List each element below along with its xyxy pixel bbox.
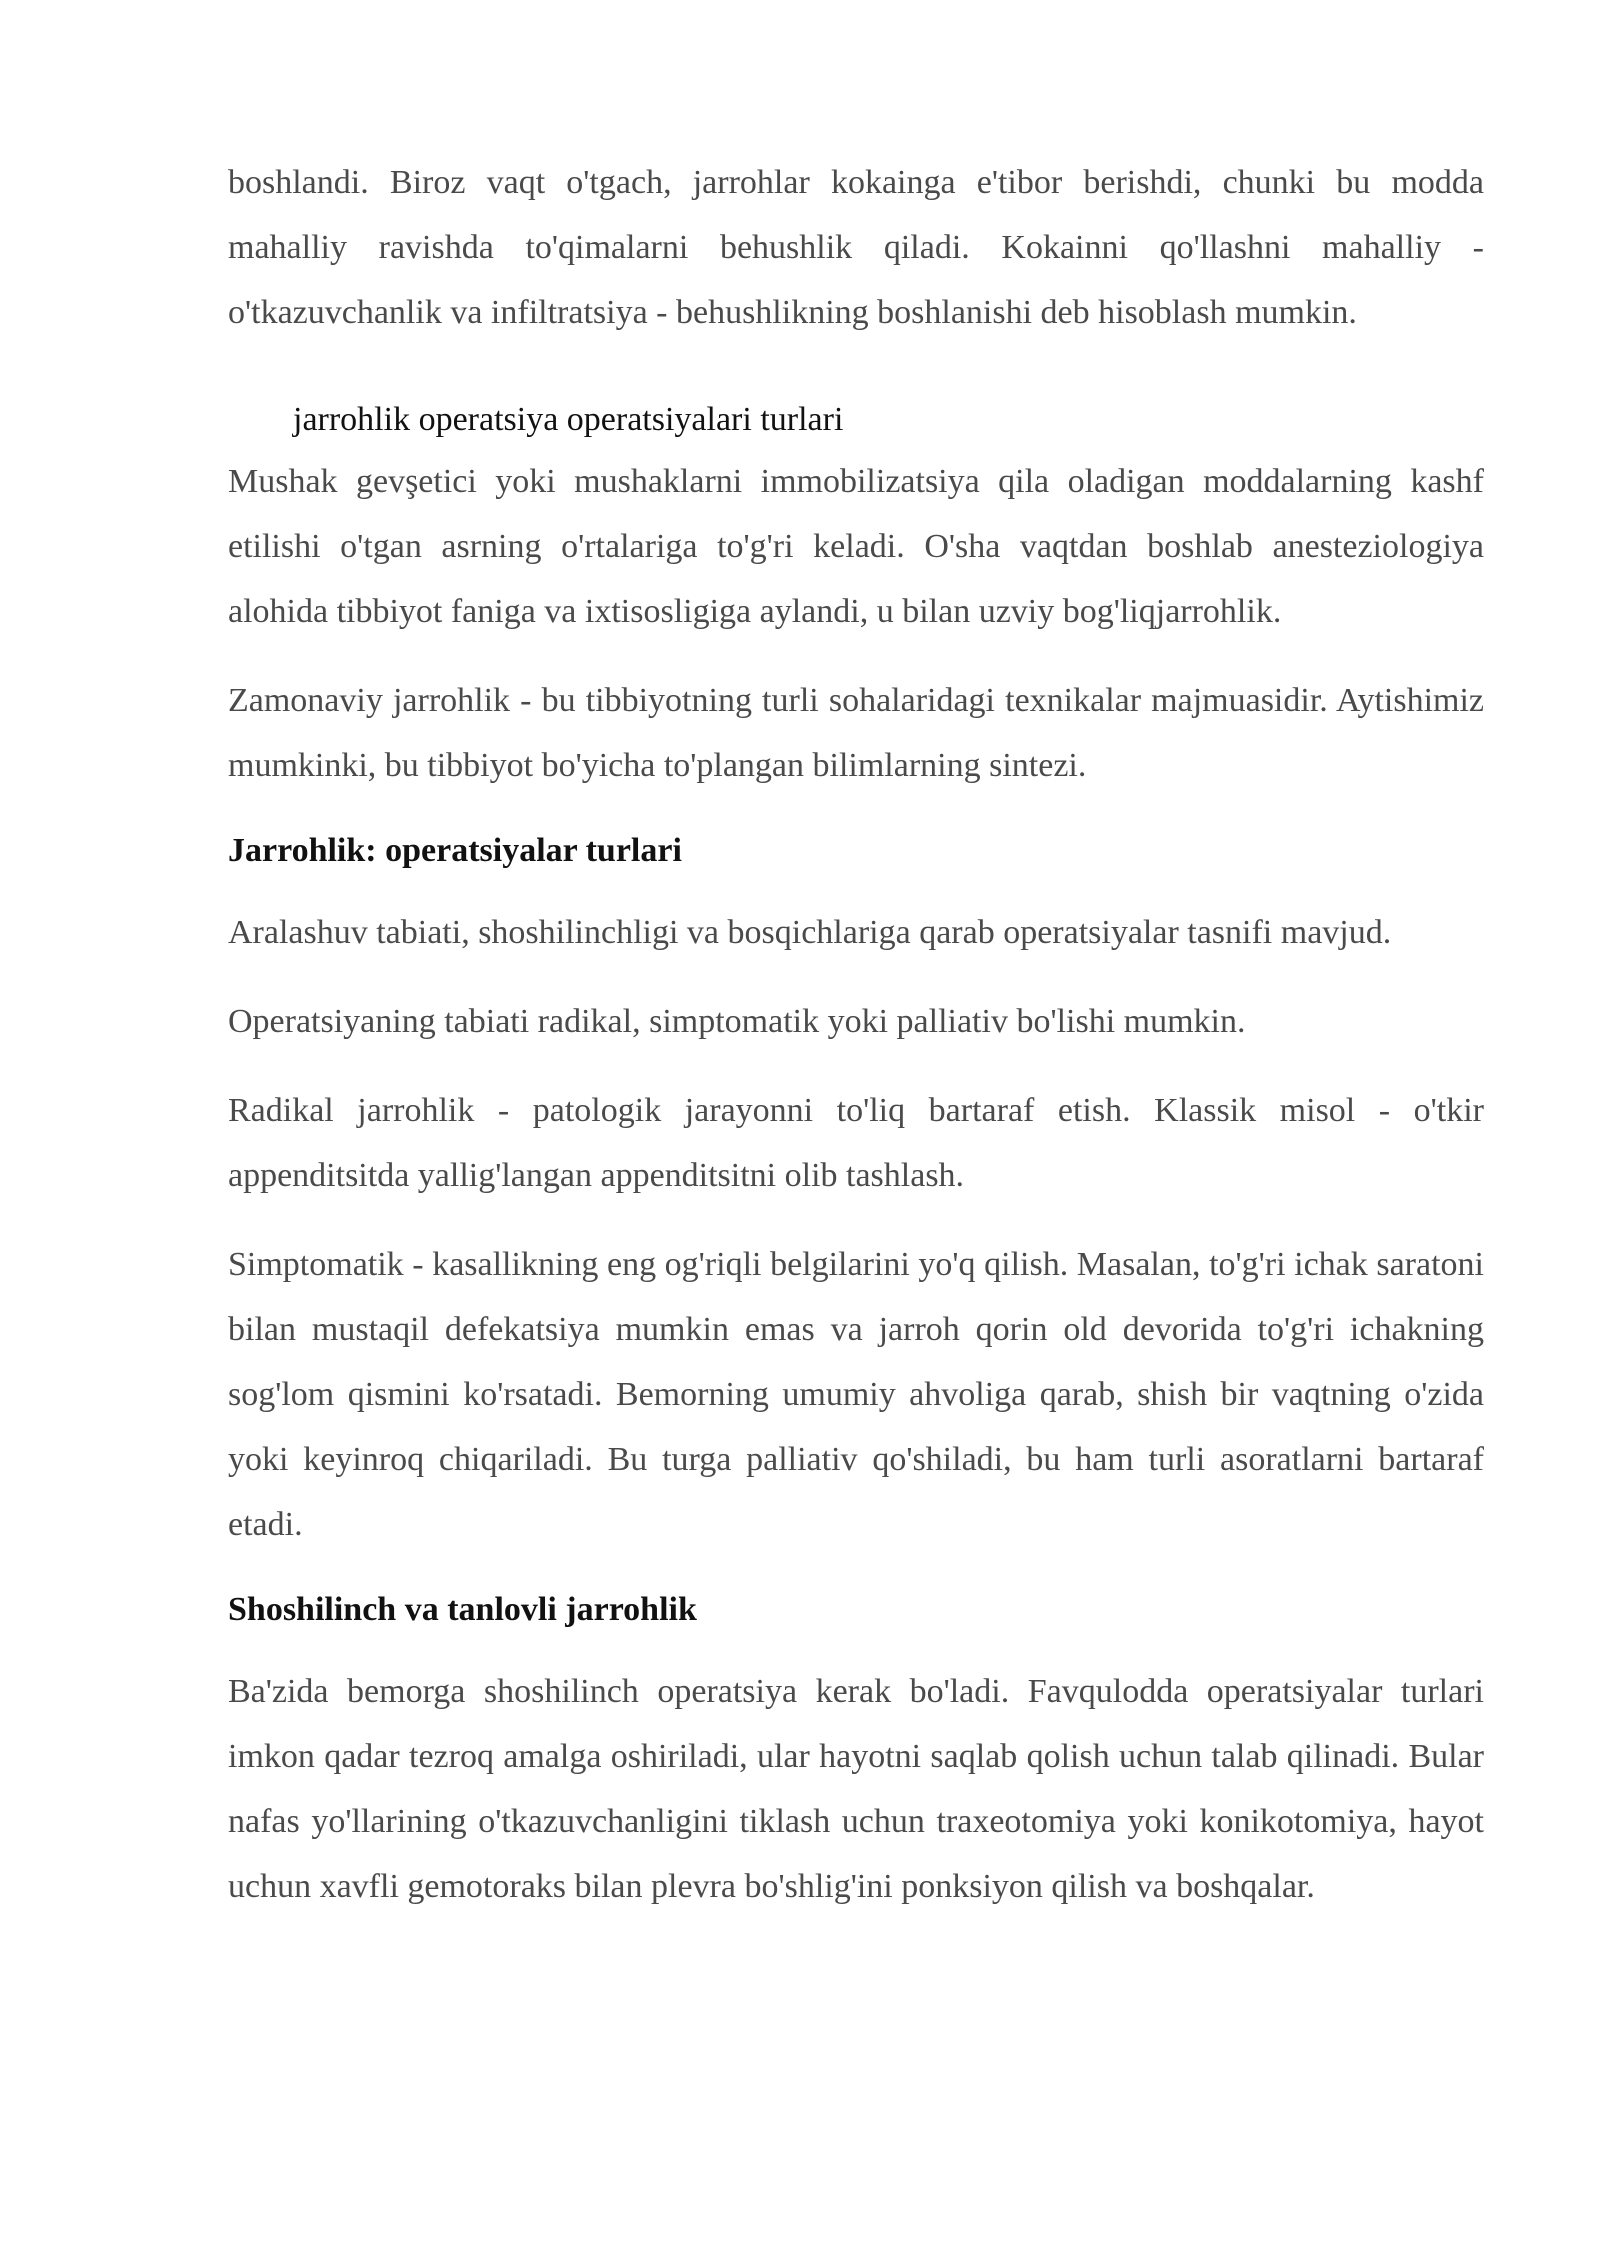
paragraph-anesthesia-history: boshlandi. Biroz vaqt o'tgach, jarrohlar kokainga e'tibor berishdi, chunki bu modda mahalliy ravishda to'qimalarni behushlik qiladi. Kokainni qo'llashni mahalliy - o'tkazuvchanlik va infiltratsiya - behushlikning boshlanishi deb hisoblash mumkin.: [228, 164, 1484, 331]
heading-operation-types: Jarrohlik: operatsiyalar turlari: [228, 832, 682, 869]
paragraph-operation-nature: Operatsiyaning tabiati radikal, simptomatik yoki palliativ bo'lishi mumkin.: [228, 1003, 1246, 1040]
document-page: [228, 150, 1484, 1919]
paragraph-muscle-relaxants: Mushak gevşetici yoki mushaklarni immobilizatsiya qila oladigan moddalarning kashf etilishi o'tgan asrning o'rtalariga to'g'ri keladi. O'sha vaqtdan boshlab anesteziologiya alohida tibbiyot faniga va ixtisosligiga aylandi, u bilan uzviy bog'liqjarrohlik.: [228, 463, 1484, 630]
paragraph-classification: Aralashuv tabiati, shoshilinchligi va bosqichlariga qarab operatsiyalar tasnifi mavjud.: [228, 914, 1392, 951]
paragraph-emergency-operations: Ba'zida bemorga shoshilinch operatsiya kerak bo'ladi. Favqulodda operatsiyalar turlari imkon qadar tezroq amalga oshiriladi, ular hayotni saqlab qolish uchun talab qilinadi. Bular nafas yo'llarining o'tkazuvchanligini tiklash uchun traxeotomiya yoki konikotomiya, hayot uchun xavfli gemotoraks bilan plevra bo'shlig'ini ponksiyon qilish va boshqalar.: [228, 1673, 1484, 1905]
paragraph-modern-surgery: Zamonaviy jarrohlik - bu tibbiyotning turli sohalaridagi texnikalar majmuasidir. Aytishimiz mumkinki, bu tibbiyot bo'yicha to'plangan bilimlarning sintezi.: [228, 682, 1484, 784]
paragraph-radical-surgery: Radikal jarrohlik - patologik jarayonni to'liq bartaraf etish. Klassik misol - o'tkir appenditsitda yallig'langan appenditsitni olib tashlash.: [228, 1092, 1484, 1194]
heading-urgent-elective: Shoshilinch va tanlovli jarrohlik: [228, 1591, 697, 1628]
section-subtitle: jarrohlik operatsiya operatsiyalari turlari: [293, 401, 844, 438]
paragraph-symptomatic: Simptomatik - kasallikning eng og'riqli belgilarini yo'q qilish. Masalan, to'g'ri ichak saratoni bilan mustaqil defekatsiya mumkin emas va jarroh qorin old devorida to'g'ri ichakning sog'lom qismini ko'rsatadi. Bemorning umumiy ahvoliga qarab, shish bir vaqtning o'zida yoki keyinroq chiqariladi. Bu turga palliativ qo'shiladi, bu ham turli asoratlarni bartaraf etadi.: [228, 1246, 1484, 1543]
